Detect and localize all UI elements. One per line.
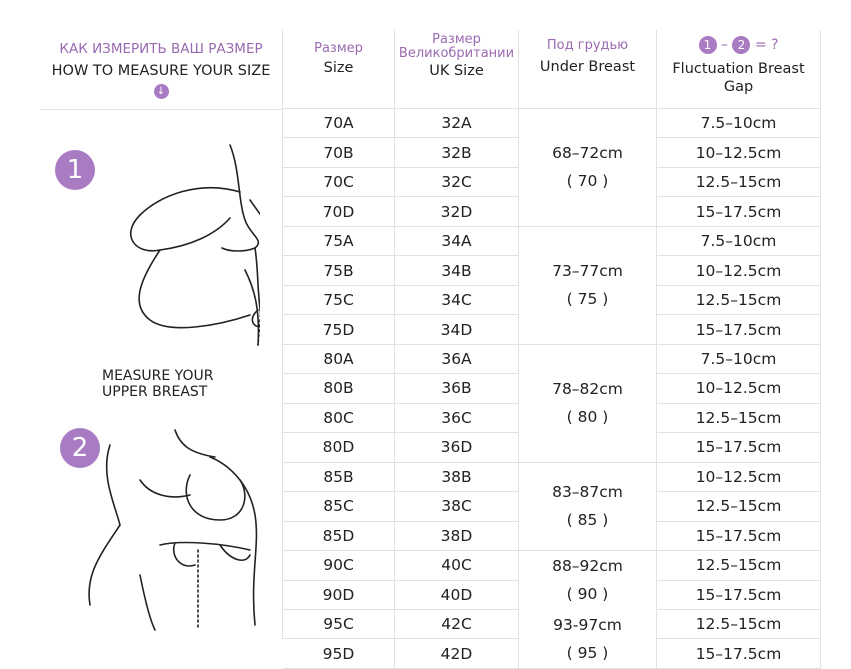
gap-cell: 15–17.5cm <box>657 522 821 551</box>
uk-cell: 32D <box>395 197 519 226</box>
under-breast-range: 93-97cm <box>553 615 622 634</box>
gap-cell: 15–17.5cm <box>657 433 821 462</box>
under-breast-group <box>519 463 657 551</box>
upper-breast-illustration <box>80 140 260 350</box>
uk-cell: 40D <box>395 581 519 610</box>
size-cell: 75D <box>283 315 395 344</box>
size-cell: 80C <box>283 404 395 433</box>
uk-cell: 38D <box>395 522 519 551</box>
under-breast-text <box>519 262 656 308</box>
size-header <box>283 30 395 109</box>
gap-equals: = ? <box>754 37 779 53</box>
uk-cell: 42D <box>395 639 519 668</box>
under-breast-text <box>519 483 656 529</box>
uk-cell: 34A <box>395 227 519 256</box>
gap-step-two-badge: 2 <box>732 36 750 54</box>
under-breast-range: 68–72cm <box>552 144 623 163</box>
caption-line-2: UPPER BREAST <box>102 384 208 400</box>
uk-cell: 32B <box>395 138 519 167</box>
uk-cell: 32A <box>395 109 519 138</box>
gap-cell: 10–12.5cm <box>657 463 821 492</box>
down-arrow-icon: ↓ <box>154 84 169 99</box>
gap-cell: 12.5–15cm <box>657 551 821 580</box>
size-cell: 85B <box>283 463 395 492</box>
gap-step-one-badge: 1 <box>699 36 717 54</box>
size-cell: 75B <box>283 256 395 285</box>
under-breast-range: 88–92cm <box>552 557 623 576</box>
under-breast-code: ( 70 ) <box>566 172 609 191</box>
under-header-ru: Под грудью <box>546 38 629 53</box>
size-cell: 85D <box>283 522 395 551</box>
under-breast-text <box>519 380 656 426</box>
illustration-panel <box>40 30 283 639</box>
measure-title-ru: КАК ИЗМЕРИТЬ ВАШ РАЗМЕР <box>59 41 263 57</box>
uk-cell: 40C <box>395 551 519 580</box>
size-chart <box>40 30 821 663</box>
size-cell: 80D <box>283 433 395 462</box>
under-breast-group <box>519 227 657 345</box>
under-breast-code: ( 75 ) <box>566 290 609 309</box>
under-breast-group <box>519 551 657 610</box>
gap-cell: 12.5–15cm <box>657 404 821 433</box>
uk-cell: 38B <box>395 463 519 492</box>
gap-cell: 15–17.5cm <box>657 639 821 668</box>
size-header-en: Size <box>323 60 354 76</box>
gap-cell: 7.5–10cm <box>657 109 821 138</box>
under-breast-group <box>519 610 657 669</box>
uk-size-header <box>395 30 519 109</box>
under-breast-text <box>519 616 656 662</box>
under-breast-code: ( 95 ) <box>566 643 609 662</box>
uk-header-ru-1: Размер <box>432 32 481 47</box>
gap-cell: 7.5–10cm <box>657 227 821 256</box>
under-breast-code: ( 90 ) <box>566 585 609 604</box>
uk-cell: 42C <box>395 610 519 639</box>
uk-cell: 34C <box>395 286 519 315</box>
measure-title-en: HOW TO MEASURE YOUR SIZE <box>51 63 271 79</box>
under-breast-illustration <box>80 425 270 635</box>
under-breast-range: 78–82cm <box>552 380 623 399</box>
size-cell: 75A <box>283 227 395 256</box>
measure-header <box>40 30 282 110</box>
uk-cell: 34B <box>395 256 519 285</box>
gap-dash: – <box>720 37 728 53</box>
uk-cell: 34D <box>395 315 519 344</box>
gap-cell: 15–17.5cm <box>657 315 821 344</box>
uk-header-en: UK Size <box>429 63 484 79</box>
size-cell: 95D <box>283 639 395 668</box>
size-cell: 75C <box>283 286 395 315</box>
gap-cell: 10–12.5cm <box>657 374 821 403</box>
size-cell: 70A <box>283 109 395 138</box>
uk-cell: 36C <box>395 404 519 433</box>
gap-cell: 10–12.5cm <box>657 256 821 285</box>
size-cell: 95C <box>283 610 395 639</box>
uk-cell: 32C <box>395 168 519 197</box>
size-cell: 90C <box>283 551 395 580</box>
under-breast-range: 73–77cm <box>552 262 623 281</box>
under-breast-text <box>519 144 656 190</box>
size-cell: 80A <box>283 345 395 374</box>
size-cell: 70D <box>283 197 395 226</box>
gap-header-en: Fluctuation Breast Gap <box>672 61 805 95</box>
under-header-en: Under Breast <box>539 59 636 75</box>
size-cell: 85C <box>283 492 395 521</box>
caption-line-1: MEASURE YOUR <box>102 368 214 384</box>
gap-cell: 12.5–15cm <box>657 168 821 197</box>
size-cell: 70B <box>283 138 395 167</box>
gap-cell: 12.5–15cm <box>657 610 821 639</box>
gap-cell: 7.5–10cm <box>657 345 821 374</box>
size-cell: 70C <box>283 168 395 197</box>
under-breast-range: 83–87cm <box>552 483 623 502</box>
gap-cell: 15–17.5cm <box>657 581 821 610</box>
step-two-badge: 2 <box>60 428 100 468</box>
size-cell: 80B <box>283 374 395 403</box>
under-breast-code: ( 80 ) <box>566 408 609 427</box>
step-one-badge: 1 <box>55 150 95 190</box>
measure-caption <box>102 368 213 400</box>
under-breast-header <box>519 30 657 109</box>
gap-cell: 12.5–15cm <box>657 492 821 521</box>
uk-header-ru-2: Великобритании <box>398 46 515 61</box>
under-breast-text <box>519 557 656 603</box>
under-breast-group <box>519 109 657 227</box>
uk-cell: 36B <box>395 374 519 403</box>
gap-cell: 12.5–15cm <box>657 286 821 315</box>
size-header-ru: Размер <box>314 41 363 56</box>
gap-cell: 10–12.5cm <box>657 138 821 167</box>
gap-cell: 15–17.5cm <box>657 197 821 226</box>
under-breast-code: ( 85 ) <box>566 511 609 530</box>
gap-formula <box>657 36 820 54</box>
uk-cell: 36A <box>395 345 519 374</box>
under-breast-group <box>519 345 657 463</box>
uk-cell: 36D <box>395 433 519 462</box>
uk-cell: 38C <box>395 492 519 521</box>
size-cell: 90D <box>283 581 395 610</box>
gap-header <box>657 30 821 109</box>
